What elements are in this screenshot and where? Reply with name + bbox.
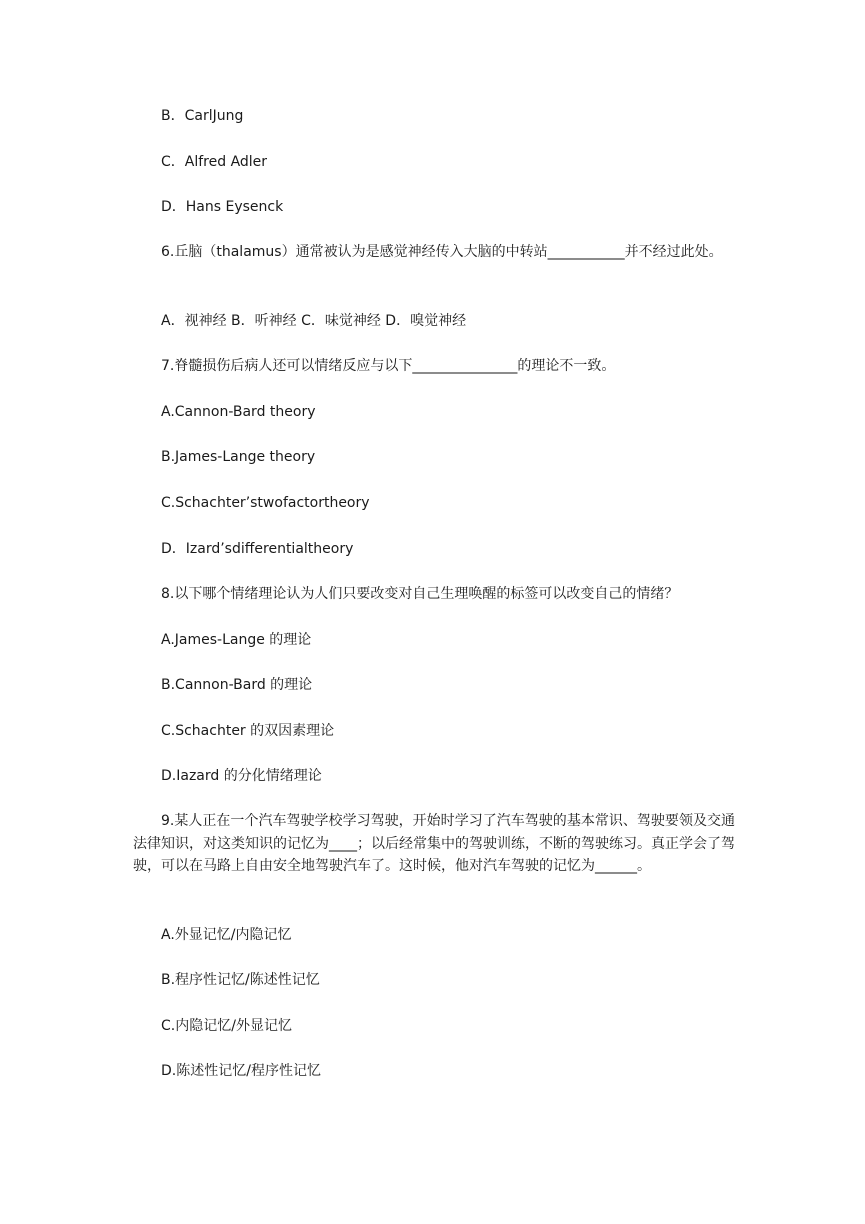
q6-options: A．视神经 B．听神经 C．味觉神经 D．嗅觉神经: [161, 313, 467, 329]
q5-option-b: B．CarlJung: [161, 108, 244, 124]
q7-option-c: C.Schachter’stwofactortheory: [161, 495, 370, 511]
q9-option-b: B.程序性记忆/陈述性记忆: [161, 972, 320, 988]
q8-option-b: B.Cannon-Bard 的理论: [161, 677, 313, 693]
q8-option-a: A.James-Lange 的理论: [161, 632, 312, 648]
q7-option-a: A.Cannon-Bard theory: [161, 404, 316, 420]
q8-option-c: C.Schachter 的双因素理论: [161, 723, 335, 739]
q9-option-d: D.陈述性记忆/程序性记忆: [161, 1063, 321, 1079]
q6-stem: 6.丘脑（thalamus）通常被认为是感觉神经传入大脑的中转站___________并不经过此处。: [161, 244, 723, 260]
q8-option-d: D.Iazard 的分化情绪理论: [161, 768, 322, 784]
q5-option-c: C．Alfred Adler: [161, 154, 268, 170]
q5-option-d: D．Hans Eysenck: [161, 199, 284, 215]
q8-stem: 8.以下哪个情绪理论认为人们只要改变对自己生理唤醒的标签可以改变自己的情绪？: [161, 586, 679, 602]
q9-stem: 9.某人正在一个汽车驾驶学校学习驾驶，开始时学习了汽车驾驶的基本常识、驾驶要领及交通法律知识，对这类知识的记忆为____；以后经常集中的驾驶训练，不断的驾驶练习。真正学会了驾驶，可以在马路上自由安全地驾驶汽车了。这时候，他对汽车驾驶的记忆为______。: [133, 813, 735, 874]
q7-option-d: D．Izard’sdifferentialtheory: [161, 541, 354, 557]
q9-option-a: A.外显记忆/内隐记忆: [161, 927, 292, 943]
q7-option-b: B.James-Lange theory: [161, 449, 316, 465]
q7-stem: 7.脊髓损伤后病人还可以情绪反应与以下_______________的理论不一致。: [161, 358, 616, 374]
q9-option-c: C.内隐记忆/外显记忆: [161, 1018, 292, 1034]
